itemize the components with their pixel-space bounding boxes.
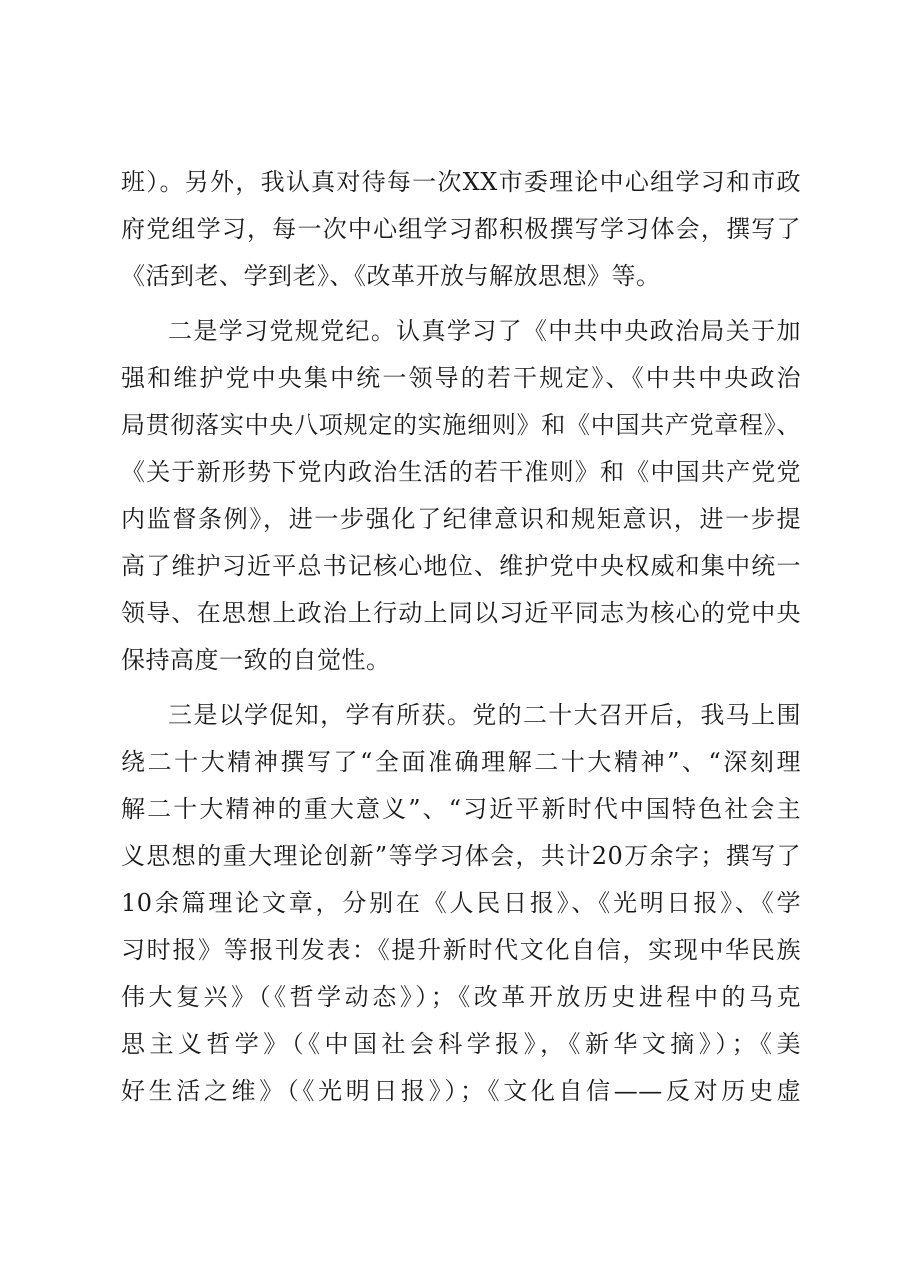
text-line: 好生活之维》（《光明日报》）；《文化自信——反对历史虚 — [121, 1077, 801, 1105]
paragraph-first-line: 二是学习党规党纪。认真学习了《中共中央政治局关于加 — [168, 317, 801, 345]
text-line: 义思想的重大理论创新”等学习体会，共计20万余字；撰写了 — [121, 842, 801, 870]
paragraph-first-line: 三是以学促知，学有所获。党的二十大召开后，我马上围 — [168, 701, 801, 729]
text-line: 习时报》等报刊发表：《提升新时代文化自信，实现中华民族 — [121, 936, 801, 964]
text-line: 思主义哲学》（《中国社会科学报》，《新华文摘》）；《美 — [121, 1030, 801, 1058]
text-line: 《活到老、学到老》、《改革开放与解放思想》等。 — [121, 262, 661, 290]
text-line: 班）。另外，我认真对待每一次XX市委理论中心组学习和市政 — [121, 168, 801, 196]
text-line: 绕二十大精神撰写了“全面准确理解二十大精神”、“深刻理 — [121, 748, 801, 776]
text-line: 领导、在思想上政治上行动上同以习近平同志为核心的党中央 — [121, 599, 801, 627]
text-line: 解二十大精神的重大意义”、“习近平新时代中国特色社会主 — [121, 795, 801, 823]
text-line: 内监督条例》，进一步强化了纪律意识和规矩意识，进一步提 — [121, 505, 801, 533]
text-line: 强和维护党中央集中统一领导的若干规定》、《中共中央政治 — [121, 364, 801, 392]
text-line: 局贯彻落实中央八项规定的实施细则》和《中国共产党章程》、 — [121, 411, 801, 439]
text-line: 10余篇理论文章，分别在《人民日报》、《光明日报》、《学 — [121, 889, 801, 917]
text-line: 高了维护习近平总书记核心地位、维护党中央权威和集中统一 — [121, 552, 801, 580]
text-line: 保持高度一致的自觉性。 — [121, 646, 391, 674]
text-line: 府党组学习，每一次中心组学习都积极撰写学习体会，撰写了 — [121, 215, 801, 243]
text-line: 《关于新形势下党内政治生活的若干准则》和《中国共产党党 — [121, 458, 801, 486]
text-line: 伟大复兴》（《哲学动态》）；《改革开放历史进程中的马克 — [121, 983, 801, 1011]
